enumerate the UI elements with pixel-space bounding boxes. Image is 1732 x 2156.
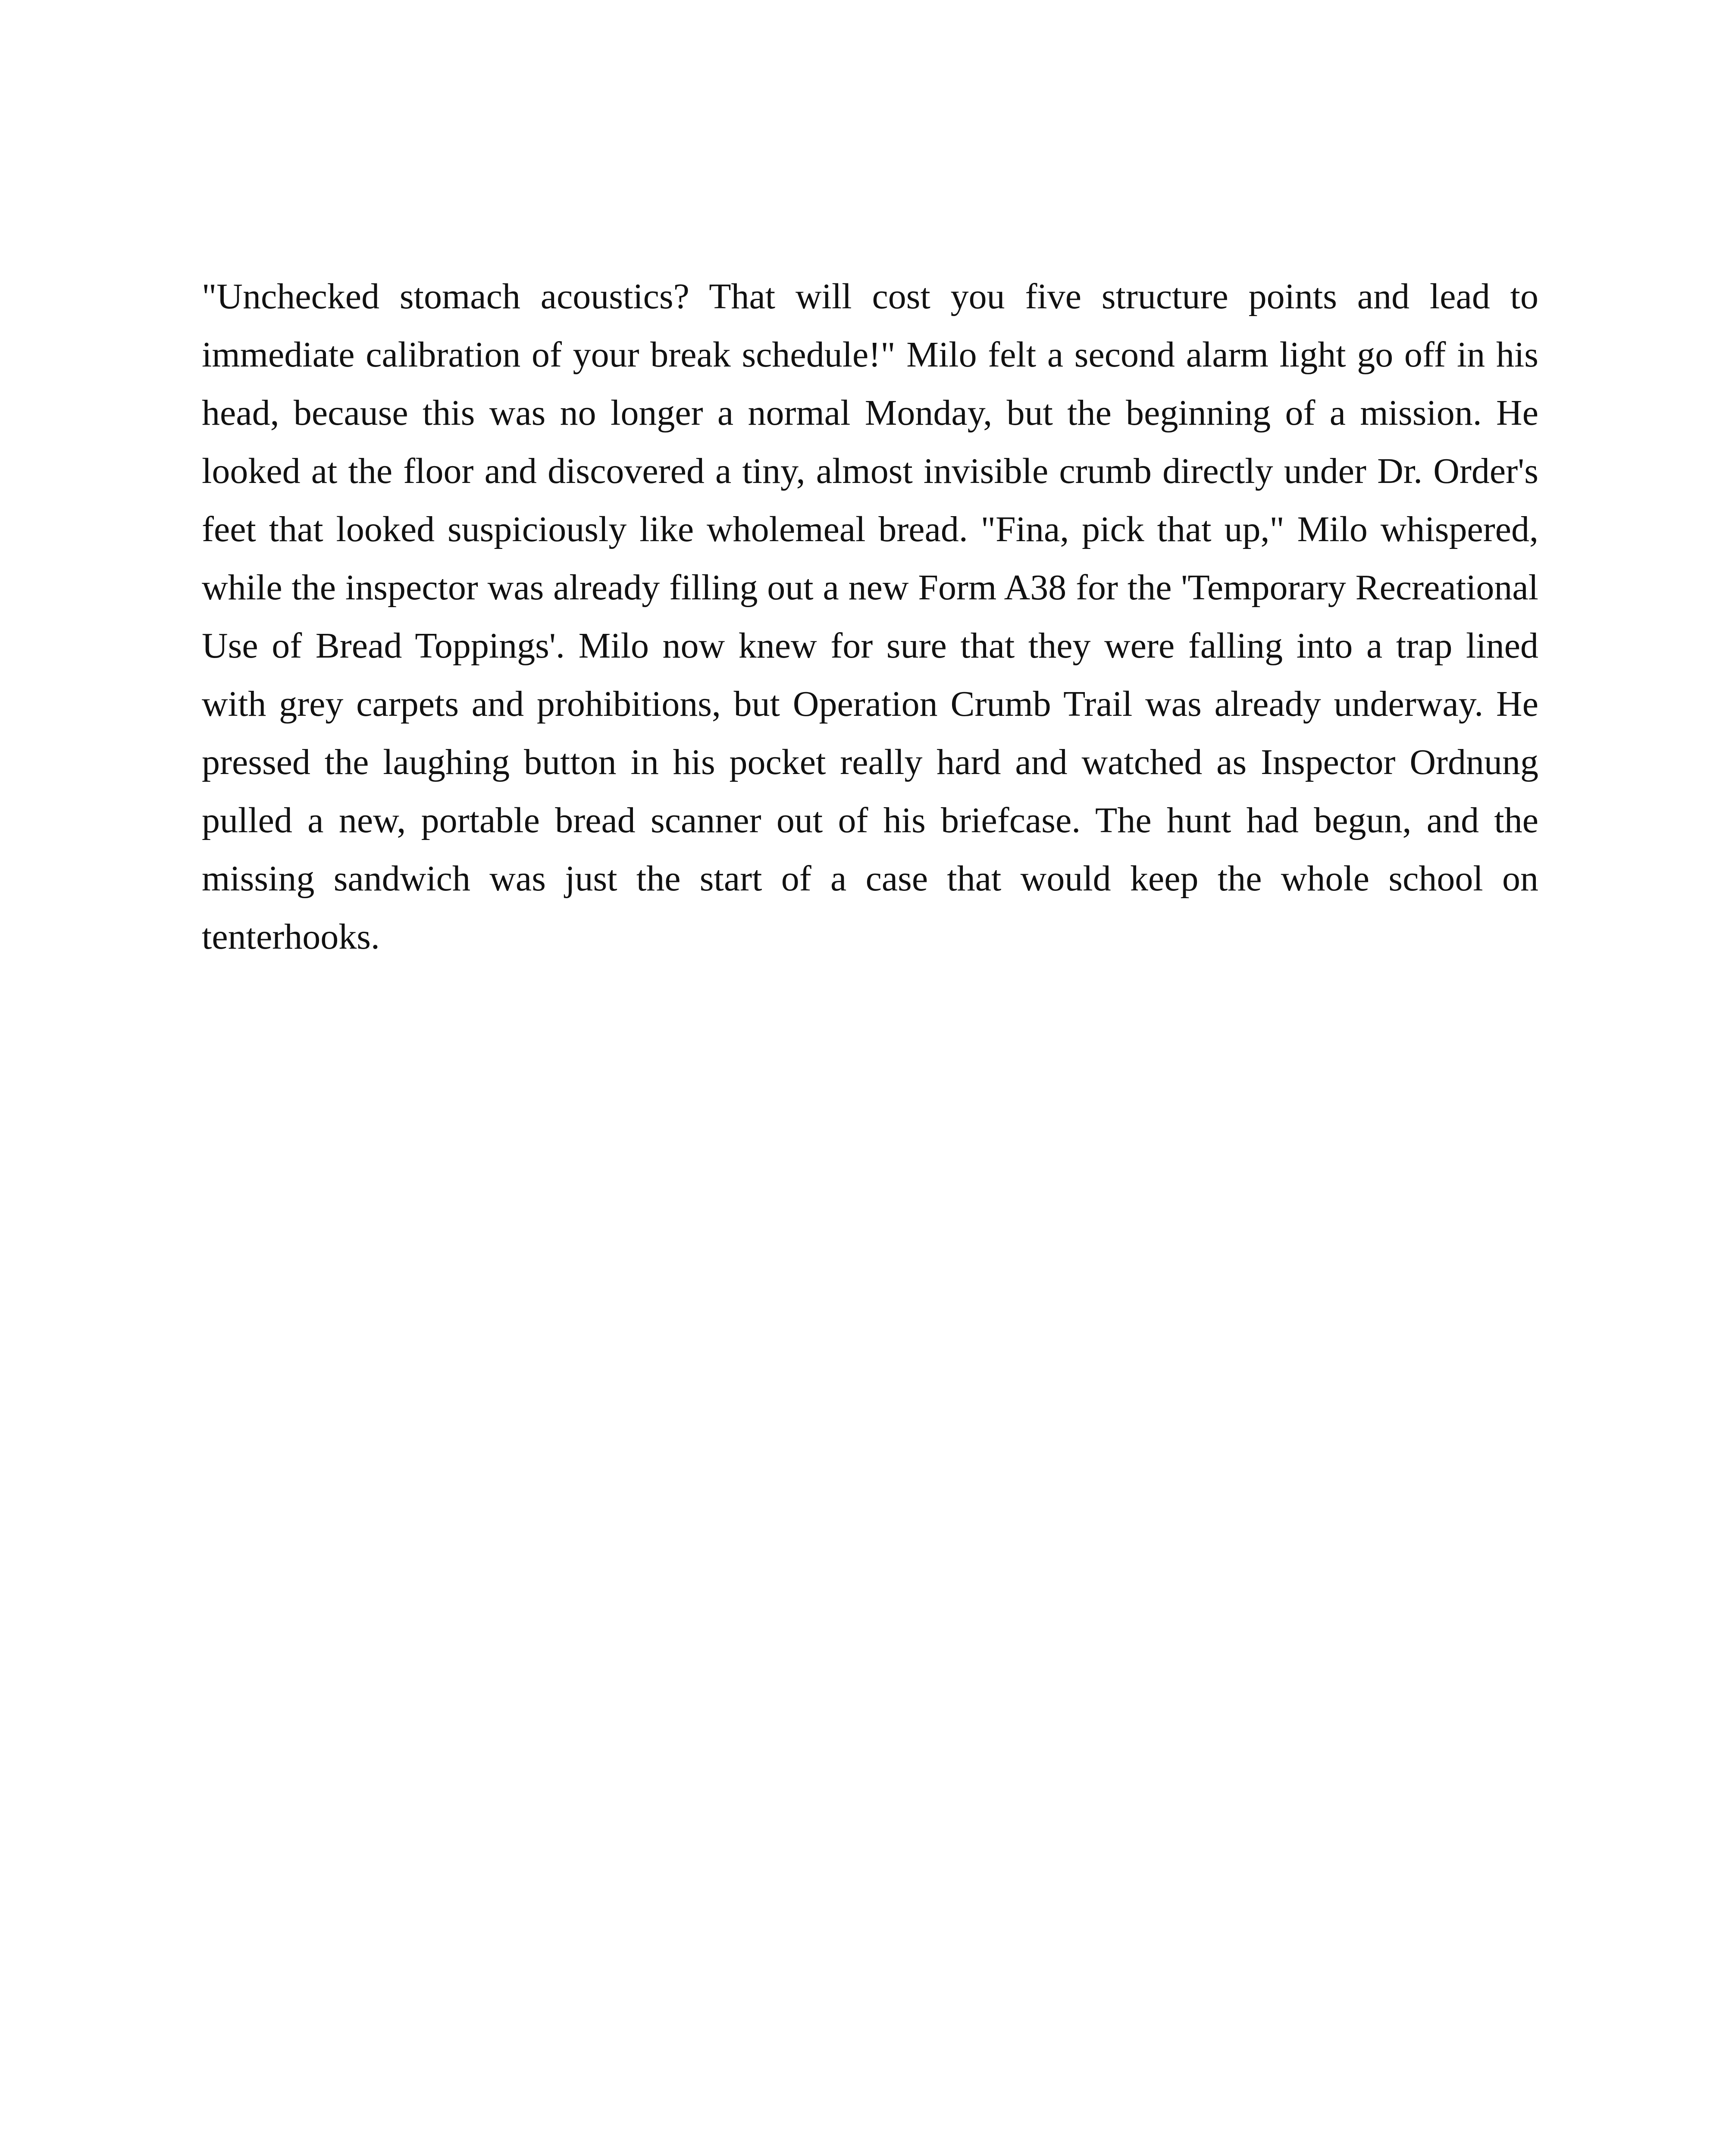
body-paragraph: "Unchecked stomach acoustics? That will cost you five structure points and lead to immediate calibration of your break schedule!" Milo felt a second alarm light go off in his head, because this was no longer a normal Monday, but the beginning of a mission. He looked at the floor and discovered a tiny, almost invisible crumb directly under Dr. Order's feet that looked suspiciously like wholemeal bread. "Fina, pick that up," Milo whispered, while the inspector was already filling out a new Form A38 for the 'Temporary Recreational Use of Bread Toppings'. Milo now knew for sure that they were falling into a trap lined with grey carpets and prohibitions, but Operation Crumb Trail was already underway. He pressed the laughing button in his pocket really hard and watched as Inspector Ordnung pulled a new, portable bread scanner out of his briefcase. The hunt had begun, and the missing sandwich was just the start of a case that would keep the whole school on tenterhooks. [202, 276, 1538, 957]
